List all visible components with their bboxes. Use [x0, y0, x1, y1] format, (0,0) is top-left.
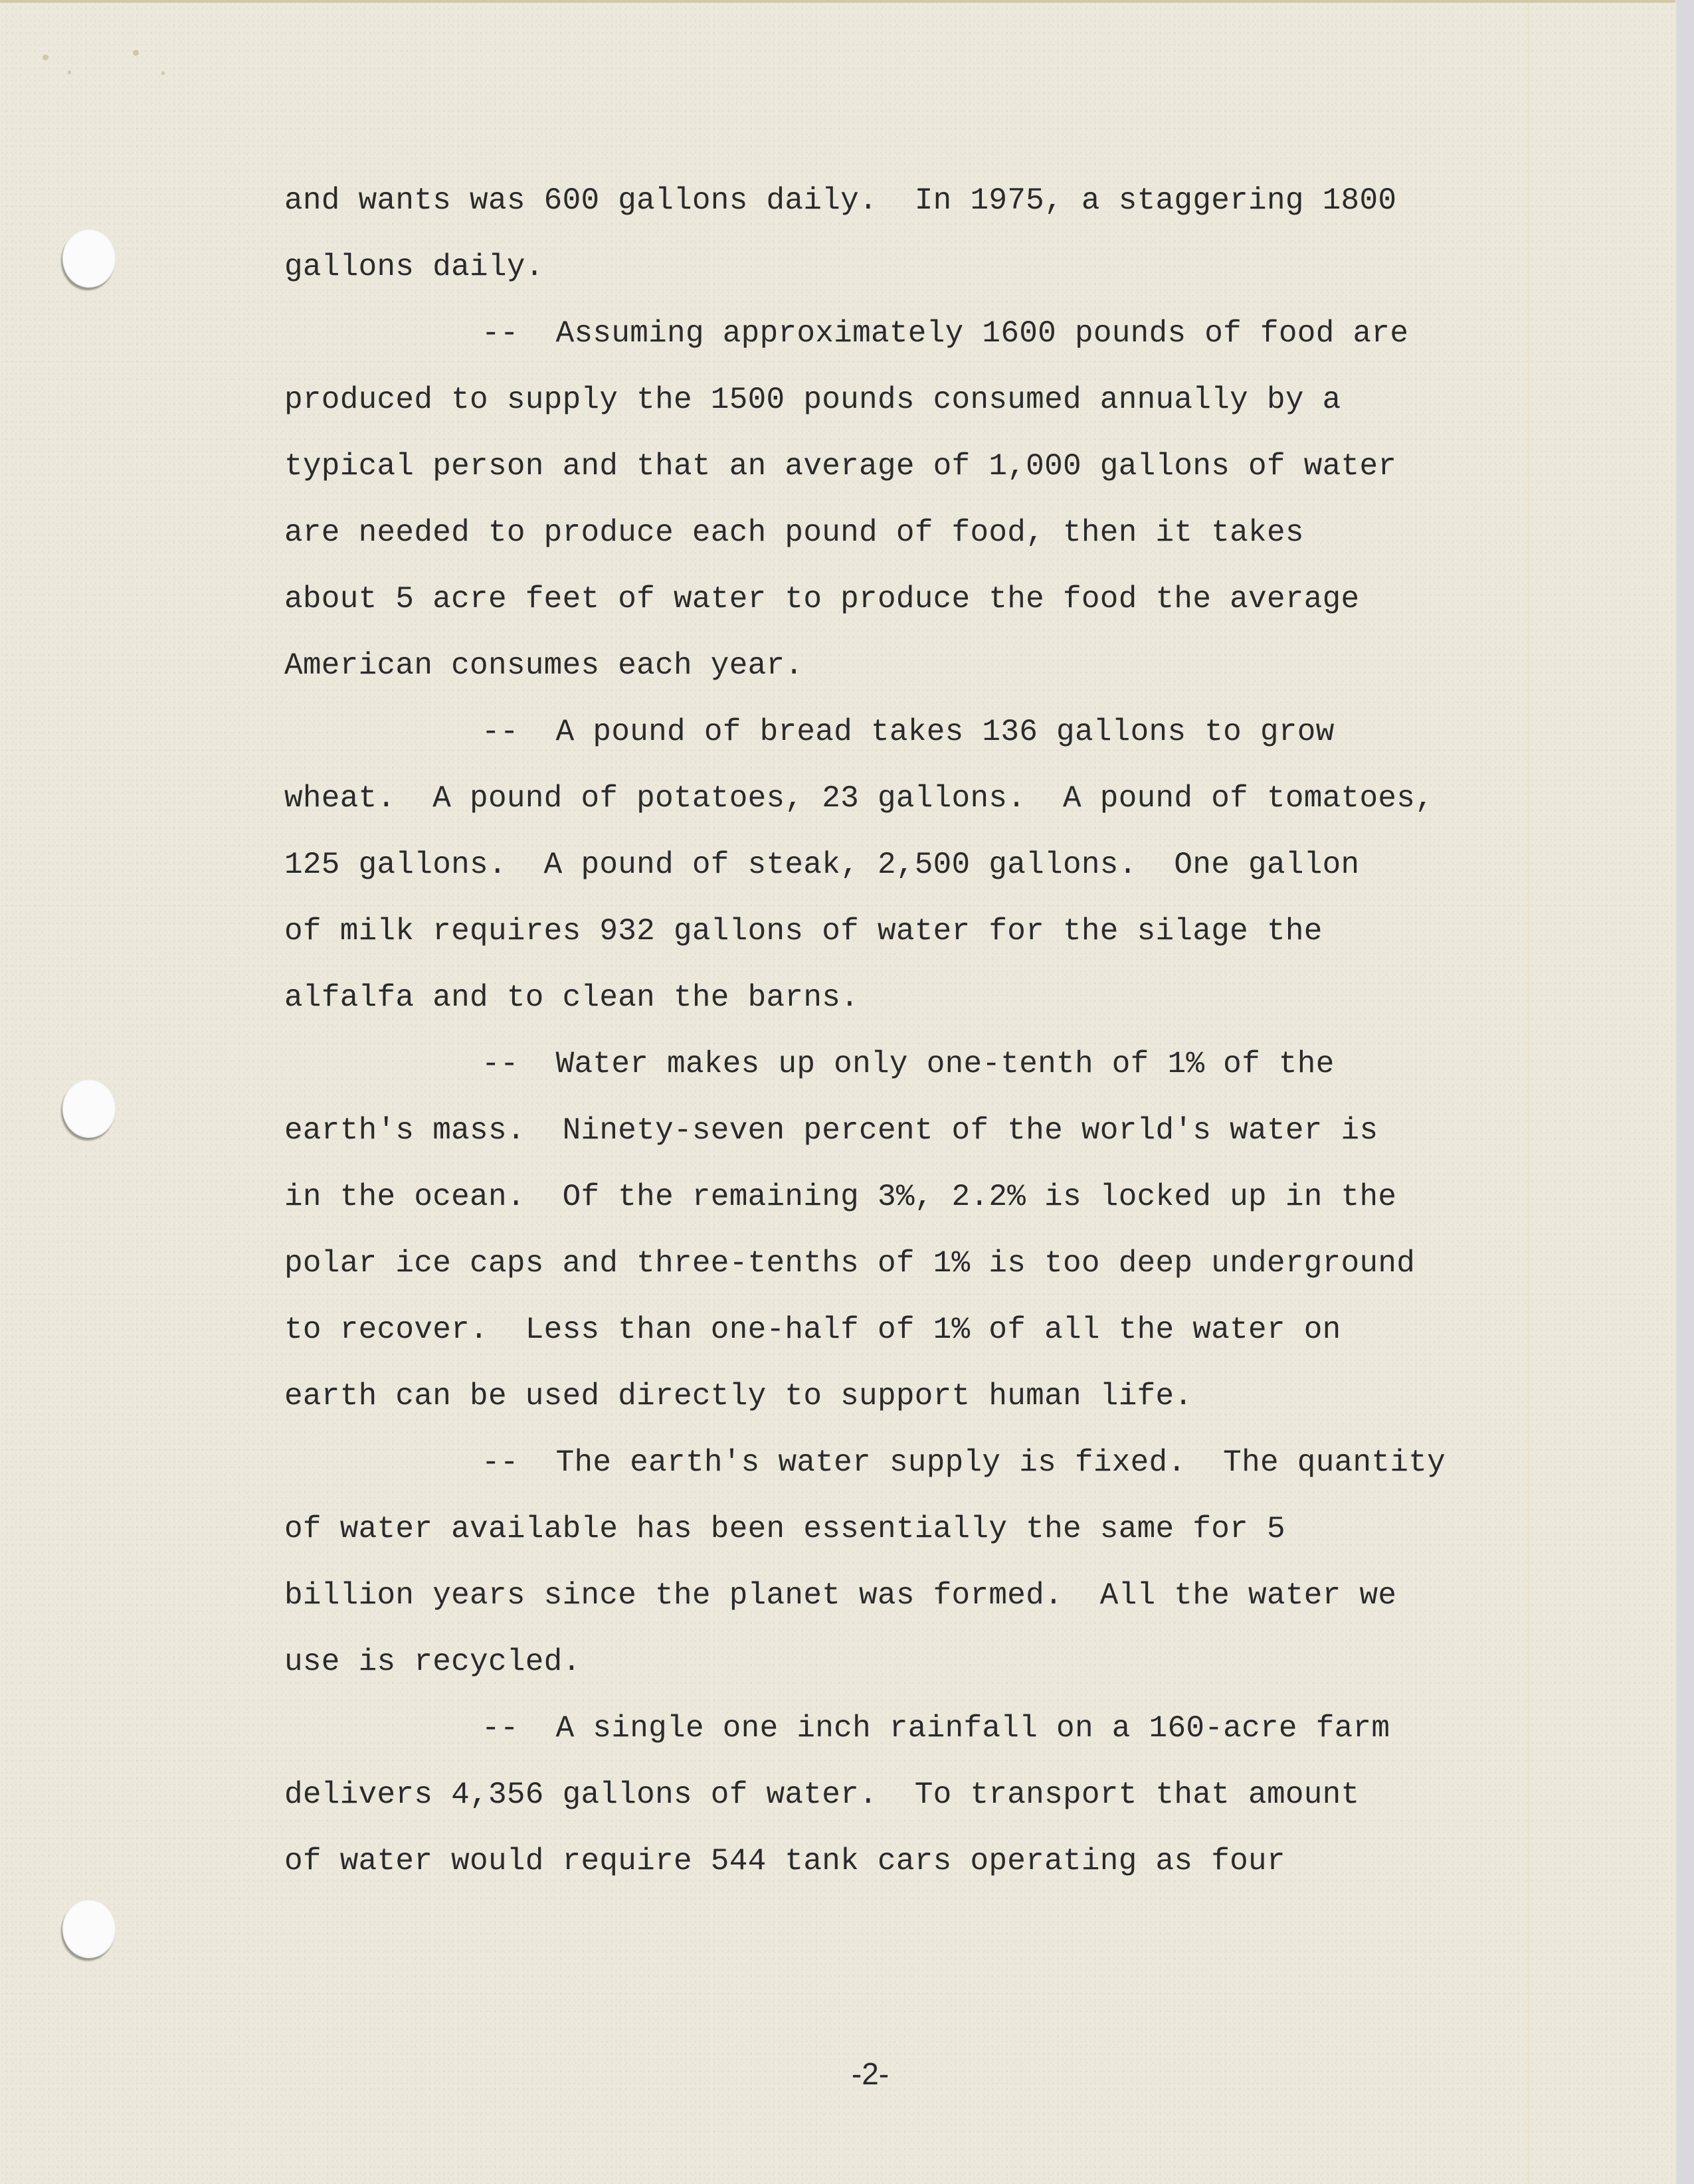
punch-hole — [62, 229, 116, 288]
pin-mark — [68, 70, 71, 74]
text-line: of water available has been essentially the same for 5 — [284, 1512, 1285, 1546]
text-line: American consumes each year. — [284, 648, 804, 683]
bullet-line: -- The earth's water supply is fixed. The quantity — [482, 1445, 1446, 1480]
bullet-line: -- Water makes up only one-tenth of 1% of the — [482, 1047, 1335, 1081]
pin-mark — [43, 54, 48, 60]
page-number: -2- — [851, 2056, 890, 2091]
text-line: gallons daily. — [284, 250, 544, 284]
scan-edge-strip — [1675, 0, 1694, 2184]
text-line: wheat. A pound of potatoes, 23 gallons. A pound of tomatoes, — [284, 781, 1434, 816]
pin-mark — [133, 50, 139, 56]
text-line: use is recycled. — [284, 1645, 581, 1679]
text-line: typical person and that an average of 1,000 gallons of water — [284, 449, 1397, 484]
bullet-line: -- Assuming approximately 1600 pounds of food are — [482, 316, 1409, 351]
text-line: in the ocean. Of the remaining 3%, 2.2% is locked up in the — [284, 1180, 1397, 1214]
text-line: produced to supply the 1500 pounds consumed annually by a — [284, 383, 1341, 417]
text-line: to recover. Less than one-half of 1% of all the water on — [284, 1313, 1341, 1347]
punch-hole — [62, 1079, 116, 1138]
pin-mark — [161, 71, 165, 75]
text-line: about 5 acre feet of water to produce the food the average — [284, 582, 1360, 616]
text-line: delivers 4,356 gallons of water. To transport that amount — [284, 1777, 1360, 1812]
bullet-line: -- A pound of bread takes 136 gallons to grow — [482, 715, 1335, 749]
bullet-line: -- A single one inch rainfall on a 160-acre farm — [482, 1711, 1390, 1746]
punch-hole — [62, 1900, 116, 1958]
text-line: 125 gallons. A pound of steak, 2,500 gallons. One gallon — [284, 848, 1360, 882]
text-line: of water would require 544 tank cars operating as four — [284, 1844, 1285, 1878]
text-line: billion years since the planet was formed. All the water we — [284, 1578, 1397, 1613]
page-top-edge — [0, 0, 1675, 3]
text-line: of milk requires 932 gallons of water for the silage the — [284, 914, 1323, 949]
text-line: polar ice caps and three-tenths of 1% is too deep underground — [284, 1246, 1416, 1281]
text-line: earth can be used directly to support human life. — [284, 1379, 1193, 1413]
text-line: and wants was 600 gallons daily. In 1975, a staggering 1800 — [284, 183, 1397, 218]
text-line: alfalfa and to clean the barns. — [284, 980, 860, 1015]
body-text — [284, 181, 1533, 1908]
text-line: earth's mass. Ninety-seven percent of the world's water is — [284, 1113, 1378, 1148]
text-line: are needed to produce each pound of food, then it takes — [284, 515, 1304, 550]
